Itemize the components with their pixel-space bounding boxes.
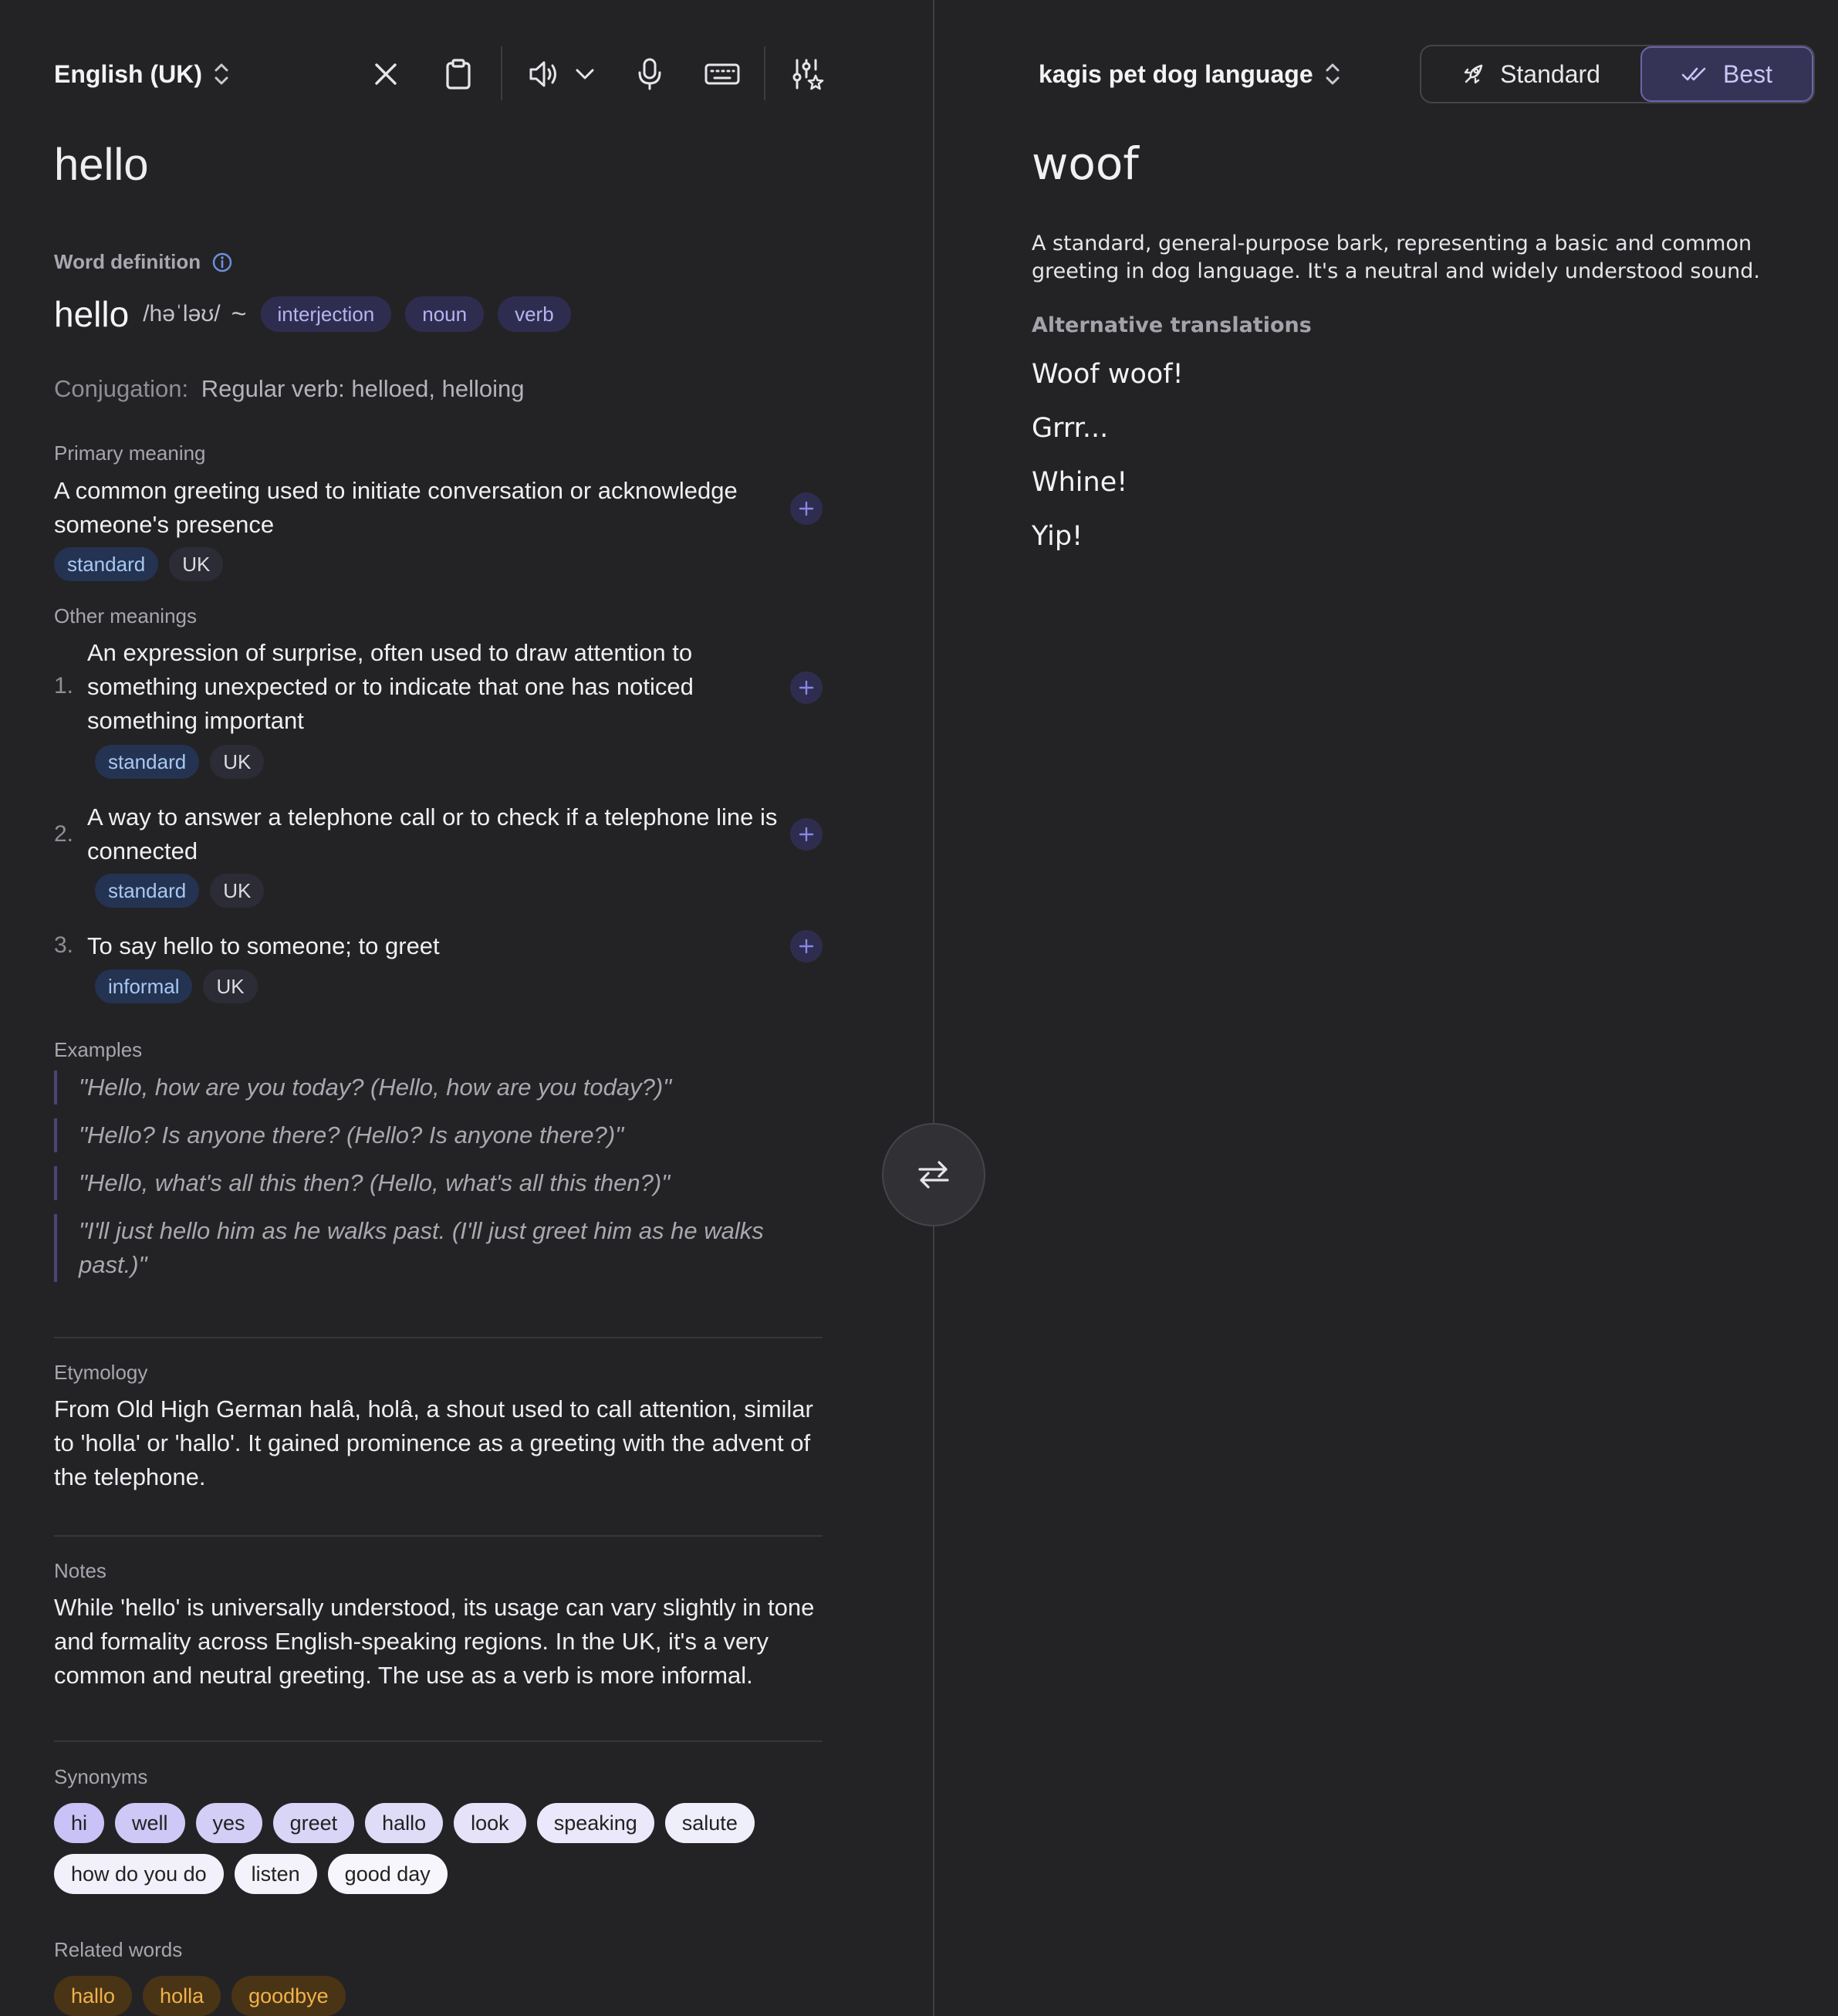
pos-tag-verb[interactable]: verb [498, 296, 571, 332]
meaning-number: 3. [54, 932, 74, 958]
related-word-chip[interactable]: hallo [54, 1976, 132, 2016]
etymology-text: From Old High German halâ, holâ, a shout used to call attention, similar to 'holla' or 'hallo'. It gained prominence as a greeting with the advent of the telephone. [54, 1395, 813, 1490]
speaker-icon[interactable] [520, 51, 566, 97]
synonym-chip[interactable]: listen [235, 1854, 317, 1894]
microphone-icon[interactable] [627, 51, 673, 97]
target-language-select[interactable] [1039, 45, 1341, 103]
alternative-translation-item[interactable]: Woof woof! [1032, 359, 1184, 390]
other-meaning-2-text: A way to answer a telephone call or to check if a telephone line is connected [87, 803, 778, 864]
tilde-separator: ~ [231, 299, 247, 329]
word-definition-header [54, 250, 233, 274]
other-meaning-3-tags [95, 969, 258, 1003]
toolbar-divider [764, 46, 765, 100]
updown-chevron-icon [213, 61, 230, 87]
related-word-chip[interactable]: holla [143, 1976, 221, 2016]
synonyms-label: Synonyms [54, 1765, 148, 1788]
headword-row [54, 292, 571, 337]
conjugation-label: Conjugation: [54, 375, 189, 402]
double-check-icon [1681, 65, 1709, 83]
etymology-label: Etymology [54, 1361, 148, 1384]
add-meaning-button[interactable] [790, 492, 823, 525]
primary-meaning-tags [54, 547, 223, 581]
primary-meaning-label: Primary meaning [54, 441, 206, 465]
info-icon[interactable] [211, 252, 233, 273]
best-mode-label: Best [1722, 59, 1773, 88]
chevron-down-icon[interactable] [568, 51, 602, 97]
target-language-label: kagis pet dog language [1039, 59, 1313, 88]
source-text-input[interactable]: hello [54, 140, 149, 190]
primary-meaning-text: A common greeting used to initiate conversation or acknowledge someone's presence [54, 477, 738, 538]
headword: hello [54, 294, 130, 334]
updown-chevron-icon [1324, 61, 1341, 87]
tag-standard[interactable]: standard [54, 547, 158, 581]
synonym-chip[interactable]: yes [196, 1803, 262, 1843]
example-item: "Hello, what's all this then? (Hello, what's all this then?)" [54, 1166, 779, 1200]
add-meaning-button[interactable] [790, 671, 823, 704]
best-mode-button[interactable] [1640, 46, 1813, 102]
conjugation-value: Regular verb: helloed, helloing [201, 375, 525, 402]
tag-uk[interactable]: UK [210, 874, 264, 908]
conjugation [54, 375, 524, 403]
other-meaning-1-text: An expression of surprise, often used to draw attention to something unexpected or to indicate that one has noticed something important [87, 639, 694, 734]
translation-output: woof [1032, 137, 1139, 190]
tag-uk[interactable]: UK [203, 969, 257, 1003]
meaning-number: 1. [54, 673, 74, 698]
pos-tag-interjection[interactable]: interjection [261, 296, 392, 332]
synonym-chip[interactable]: hallo [365, 1803, 443, 1843]
other-meaning-3-text: To say hello to someone; to greet [87, 932, 440, 959]
synonyms-row-1 [54, 1803, 755, 1843]
alternative-translation-item[interactable]: Grrr... [1032, 413, 1109, 444]
related-words-label: Related words [54, 1938, 183, 1961]
tag-standard[interactable]: standard [95, 874, 199, 908]
synonym-chip[interactable]: well [115, 1803, 185, 1843]
alternative-translation-item[interactable]: Whine! [1032, 467, 1128, 498]
tag-standard[interactable]: standard [95, 745, 199, 779]
word-definition-label: Word definition [54, 250, 201, 273]
synonyms-row-2 [54, 1854, 448, 1894]
plus-icon [798, 500, 815, 517]
plus-icon [798, 679, 815, 696]
source-language-select[interactable] [54, 45, 230, 103]
other-meaning-1-tags [95, 745, 264, 779]
synonym-chip[interactable]: good day [328, 1854, 448, 1894]
plus-icon [798, 826, 815, 843]
tag-uk[interactable]: UK [210, 745, 264, 779]
pronunciation: /həˈləʊ/ [143, 301, 221, 326]
meaning-number: 2. [54, 821, 74, 847]
section-divider [54, 1535, 823, 1537]
example-item: "I'll just hello him as he walks past. (I'll just greet him as he walks past.)" [54, 1214, 779, 1282]
example-item: "Hello? Is anyone there? (Hello? Is anyone there?)" [54, 1118, 779, 1152]
keyboard-icon[interactable] [699, 51, 745, 97]
standard-mode-button[interactable] [1421, 46, 1640, 102]
related-words-row [54, 1976, 346, 2016]
toolbar-divider [501, 46, 502, 100]
synonym-chip[interactable]: how do you do [54, 1854, 224, 1894]
alternative-translations-label: Alternative translations [1032, 313, 1312, 337]
examples-label: Examples [54, 1038, 143, 1061]
standard-mode-label: Standard [1500, 59, 1600, 88]
other-meaning-2-tags [95, 874, 264, 908]
synonym-chip[interactable]: speaking [537, 1803, 654, 1843]
source-toolbar [54, 45, 841, 103]
section-divider [54, 1740, 823, 1742]
related-word-chip[interactable]: goodbye [231, 1976, 346, 2016]
tag-informal[interactable]: informal [95, 969, 192, 1003]
source-language-label: English (UK) [54, 59, 202, 88]
tag-uk[interactable]: UK [169, 547, 223, 581]
pos-tag-noun[interactable]: noun [405, 296, 484, 332]
plus-icon [798, 938, 815, 955]
add-meaning-button[interactable] [790, 930, 823, 962]
add-meaning-button[interactable] [790, 818, 823, 851]
example-item: "Hello, how are you today? (Hello, how are you today?)" [54, 1071, 779, 1104]
other-meanings-label: Other meanings [54, 604, 197, 627]
settings-sliders-icon[interactable] [784, 51, 830, 97]
target-pane [934, 0, 1838, 2016]
section-divider [54, 1337, 823, 1338]
translation-description: A standard, general-purpose bark, representing a basic and common greeting in dog language. It's a neutral and widely understood sound. [1032, 232, 1760, 283]
notes-text: While 'hello' is universally understood, its usage can vary slightly in tone and formality across English-speaking regions. In the UK, it's a very common and neutral greeting. The use as a verb is more informal. [54, 1594, 815, 1689]
notes-label: Notes [54, 1559, 106, 1582]
clipboard-icon[interactable] [435, 51, 481, 97]
close-icon[interactable] [363, 51, 409, 97]
synonym-chip[interactable]: look [454, 1803, 526, 1843]
synonym-chip[interactable]: greet [273, 1803, 355, 1843]
quality-mode-toggle [1420, 45, 1815, 103]
alternative-translation-item[interactable]: Yip! [1032, 521, 1083, 552]
synonym-chip[interactable]: salute [665, 1803, 755, 1843]
synonym-chip[interactable]: hi [54, 1803, 104, 1843]
rocket-icon [1461, 62, 1486, 86]
